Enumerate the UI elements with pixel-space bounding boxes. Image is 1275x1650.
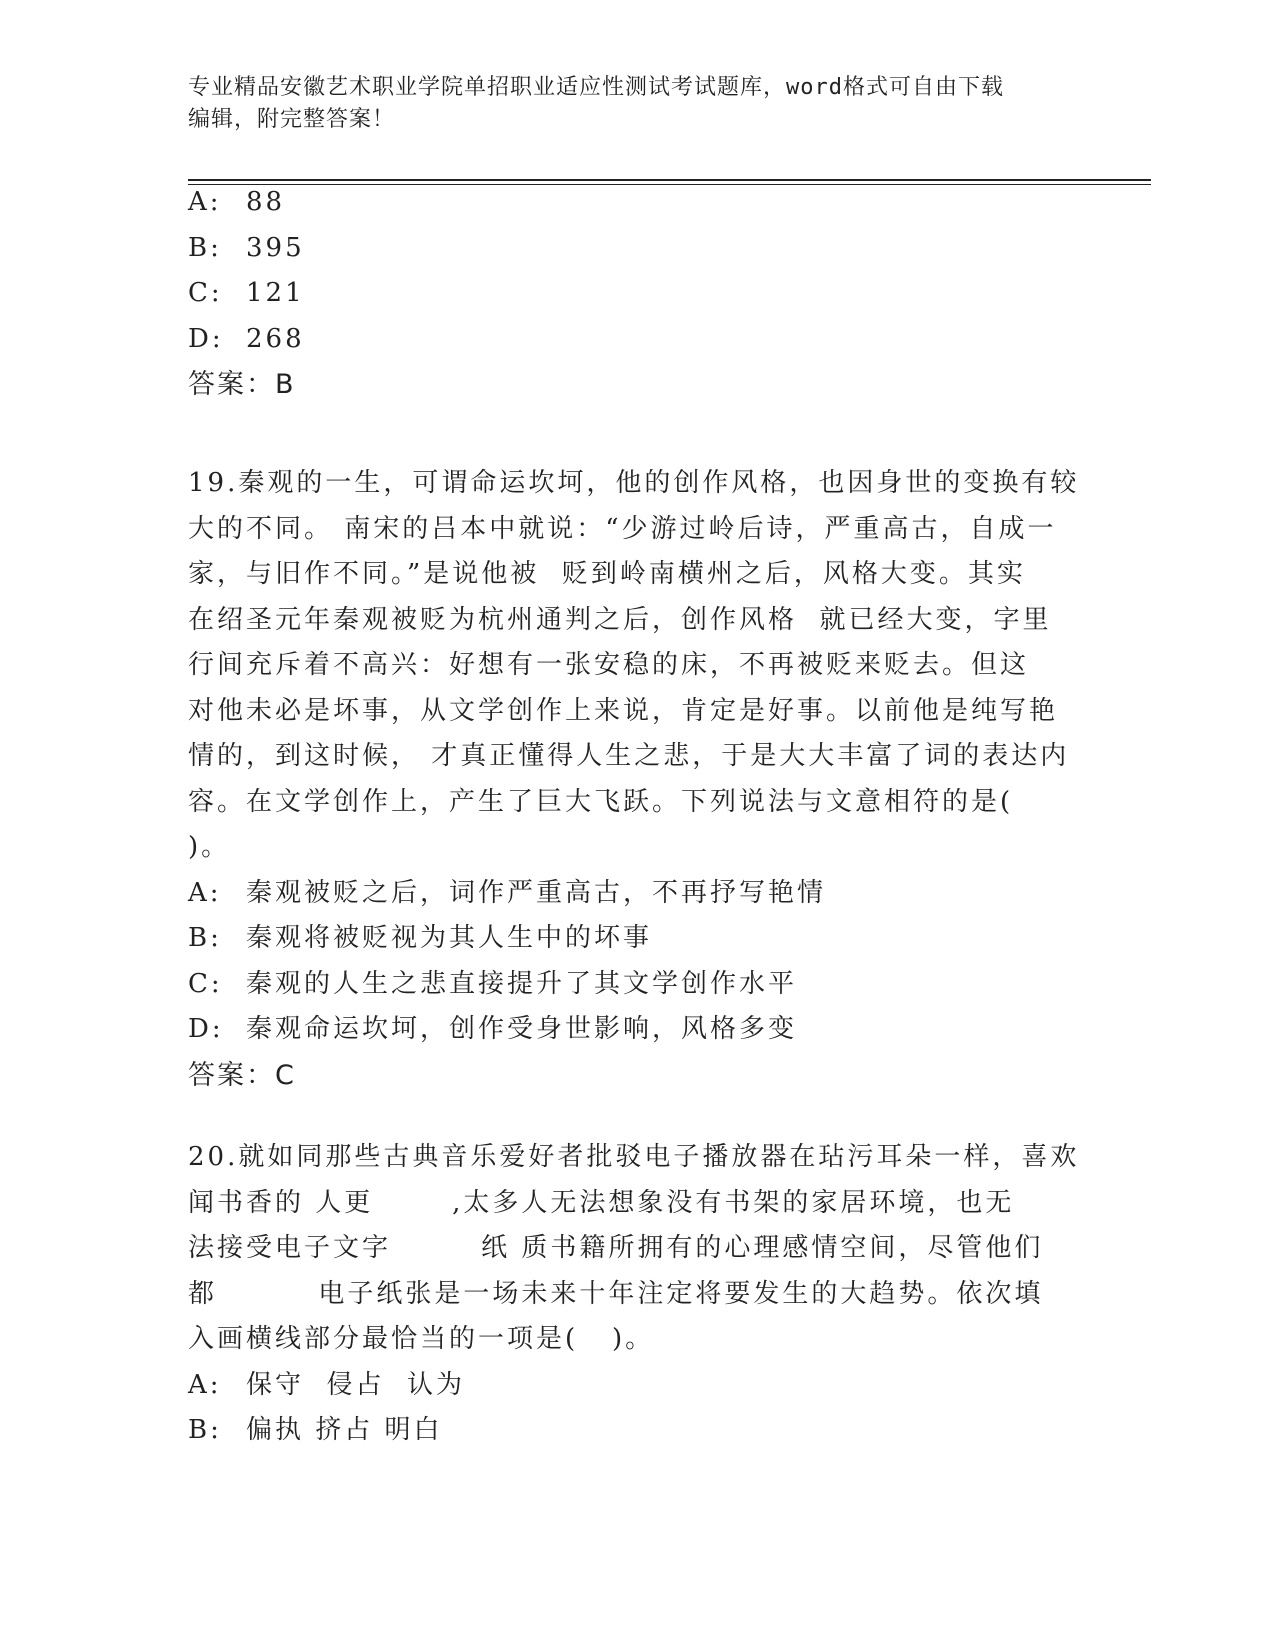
question-text-line: 家，与旧作不同。”是说他被 贬到岭南横州之后，风格大变。其实: [188, 559, 1026, 589]
option-text: 268: [246, 323, 305, 354]
option-a: [188, 1363, 1088, 1409]
option-b: [188, 916, 1088, 962]
option-letter: D:: [188, 323, 224, 354]
option-d: [188, 1007, 1088, 1053]
question-text-line: 19.秦观的一生，可谓命运坎坷，他的创作风格，也因身世的变换有较: [188, 468, 1080, 498]
option-letter: D:: [188, 1014, 224, 1044]
question-18-options: [188, 180, 1088, 408]
option-b: [188, 1408, 1088, 1454]
option-text: 秦观的人生之悲直接提升了其文学创作水平: [246, 968, 798, 999]
option-c: [188, 962, 1088, 1008]
option-text: 偏执 挤占 明白: [246, 1415, 443, 1445]
option-letter: C:: [188, 278, 223, 308]
option-b: [188, 226, 1088, 272]
option-letter: B:: [188, 923, 222, 953]
option-letter: A:: [188, 187, 222, 217]
answer-line: 答案：C: [188, 1059, 296, 1091]
header-line-2: 编辑，附完整答案！: [188, 107, 396, 132]
option-letter: B:: [188, 232, 222, 263]
question-text-line: 入画横线部分最恰当的一项是( )。: [188, 1324, 655, 1354]
question-text-line: 法接受电子文字 纸 质书籍所拥有的心理感情空间，尽管他们: [188, 1233, 1044, 1263]
option-text: 121: [246, 278, 305, 308]
option-letter: B:: [188, 1415, 222, 1445]
option-text: 88: [246, 187, 286, 217]
option-text: 秦观被贬之后，词作严重高古，不再抒写艳情: [246, 877, 827, 908]
page-header: [188, 72, 1068, 136]
question-text-line: 容。在文学创作上，产生了巨大飞跃。下列说法与文意相符的是(: [188, 786, 1014, 817]
option-c: [188, 271, 1088, 317]
option-text: 秦观将被贬视为其人生中的坏事: [246, 923, 653, 953]
option-text: 秦观命运坎坷，创作受身世影响，风格多变: [246, 1014, 798, 1044]
option-a: [188, 871, 1088, 917]
question-text-line: 都 电子纸张是一场未来十年注定将要发生的大趋势。依次填: [188, 1278, 1044, 1309]
option-d: [188, 317, 1088, 363]
question-text-line: )。: [188, 832, 231, 862]
question-20: [188, 1135, 1088, 1454]
option-text: 395: [246, 232, 305, 263]
option-letter: C:: [188, 968, 223, 999]
header-line-1: 专业精品安徽艺术职业学院单招职业适应性测试考试题库，word格式可自由下载: [188, 75, 1004, 100]
option-letter: A:: [188, 1369, 222, 1400]
answer-line: 答案：B: [188, 369, 296, 400]
option-text: 保守 侵占 认为: [246, 1369, 466, 1400]
question-text-line: 闻书香的 人更 ,太多人无法想象没有书架的家居环境，也无: [188, 1187, 1015, 1218]
option-letter: A:: [188, 877, 222, 908]
question-text-line: 20.就如同那些古典音乐爱好者批驳电子播放器在玷污耳朵一样，喜欢: [188, 1142, 1080, 1172]
question-text-line: 情的，到这时候， 才真正懂得人生之悲，于是大大丰富了词的表达内: [188, 741, 1070, 771]
question-text-line: 在绍圣元年秦观被贬为杭州通判之后，创作风格 就已经大变，字里: [188, 604, 1052, 635]
question-text-line: 行间充斥着不高兴：好想有一张安稳的床，不再被贬来贬去。但这: [188, 650, 1030, 680]
question-19: [188, 461, 1088, 1098]
question-text-line: 大的不同。 南宋的吕本中就说：“少游过岭后诗，严重高古，自成一: [188, 513, 1057, 544]
option-a: [188, 180, 1088, 226]
question-text-line: 对他未必是坏事，从文学创作上来说，肯定是好事。以前他是纯写艳: [188, 695, 1059, 726]
